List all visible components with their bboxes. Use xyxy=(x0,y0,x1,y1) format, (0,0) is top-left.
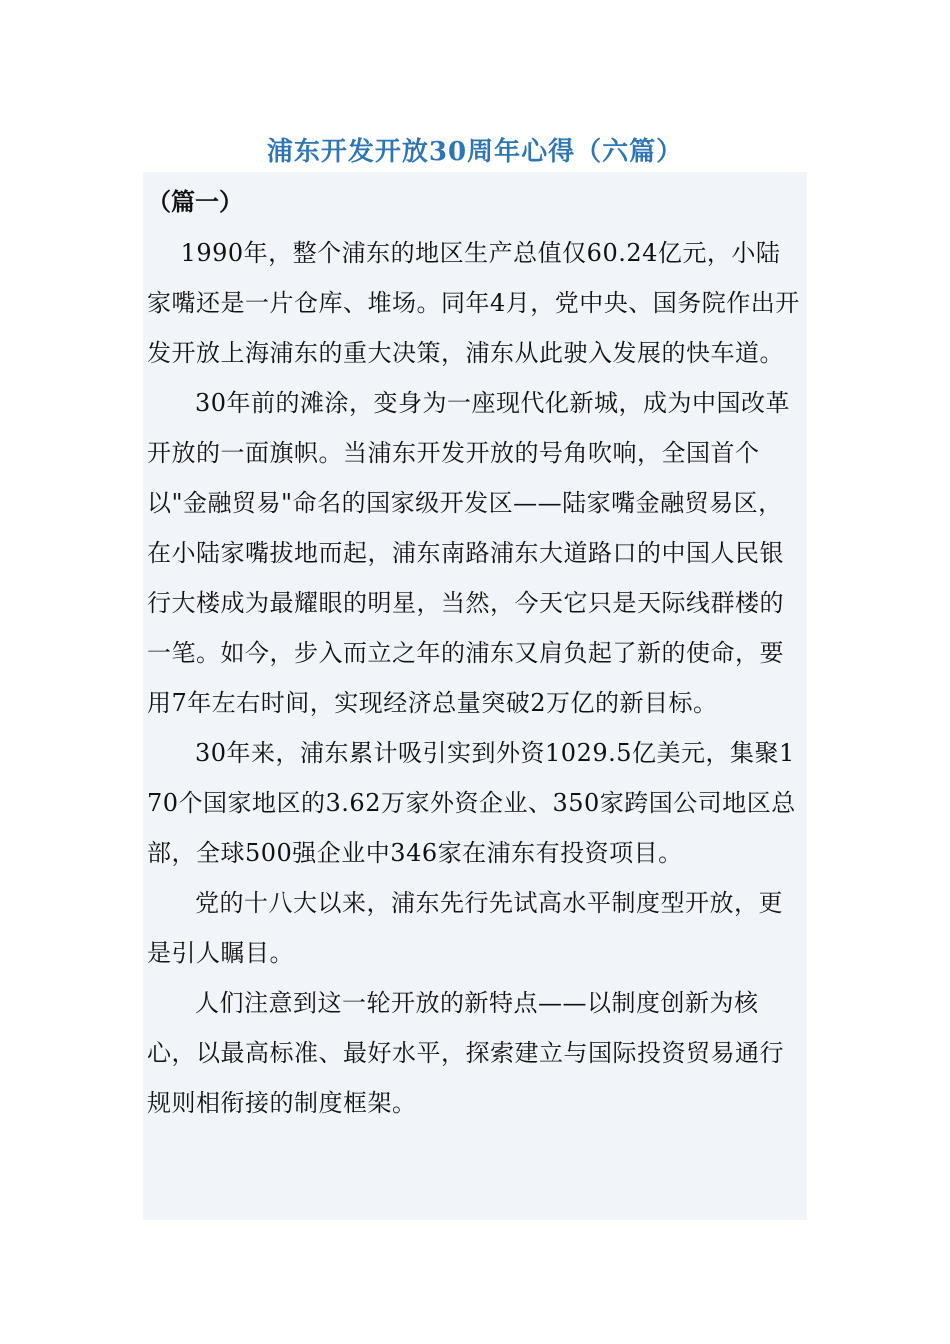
paragraph-4: 党的十八大以来，浦东先行先试高水平制度型开放，更是引人瞩目。 xyxy=(147,889,783,967)
paragraph-5: 人们注意到这一轮开放的新特点——以制度创新为核心，以最高标准、最好水平，探索建立与国际投资贸易通行规则相衔接的制度框架。 xyxy=(147,989,784,1117)
paragraph-1: 1990年，整个浦东的地区生产总值仅60.24亿元，小陆家嘴还是一片仓库、堆场。同年4月，党中央、国务院作出开发开放上海浦东的重大决策，浦东从此驶入发展的快车道。 xyxy=(147,239,800,367)
paragraph-3: 30年来，浦东累计吸引实到外资1029.5亿美元，集聚170个国家地区的3.62万家外资企业、350家跨国公司地区总部，全球500强企业中346家在浦东有投资项目。 xyxy=(147,739,796,867)
document-title: 浦东开发开放30周年心得（六篇） xyxy=(266,137,684,167)
section-heading: （篇一） xyxy=(147,187,243,216)
document-body xyxy=(143,172,807,1220)
paragraph-2: 30年前的滩涂，变身为一座现代化新城，成为中国改革开放的一面旗帜。当浦东开发开放的号角吹响，全国首个以"金融贸易"命名的国家级开发区——陆家嘴金融贸易区，在小陆家嘴拔地而起，浦东南路浦东大道路口的中国人民银行大楼成为最耀眼的明星，当然，今天它只是天际线群楼的一笔。如今，步入而立之年的浦东又肩负起了新的使命，要用7年左右时间，实现经济总量突破2万亿的新目标。 xyxy=(147,389,791,717)
